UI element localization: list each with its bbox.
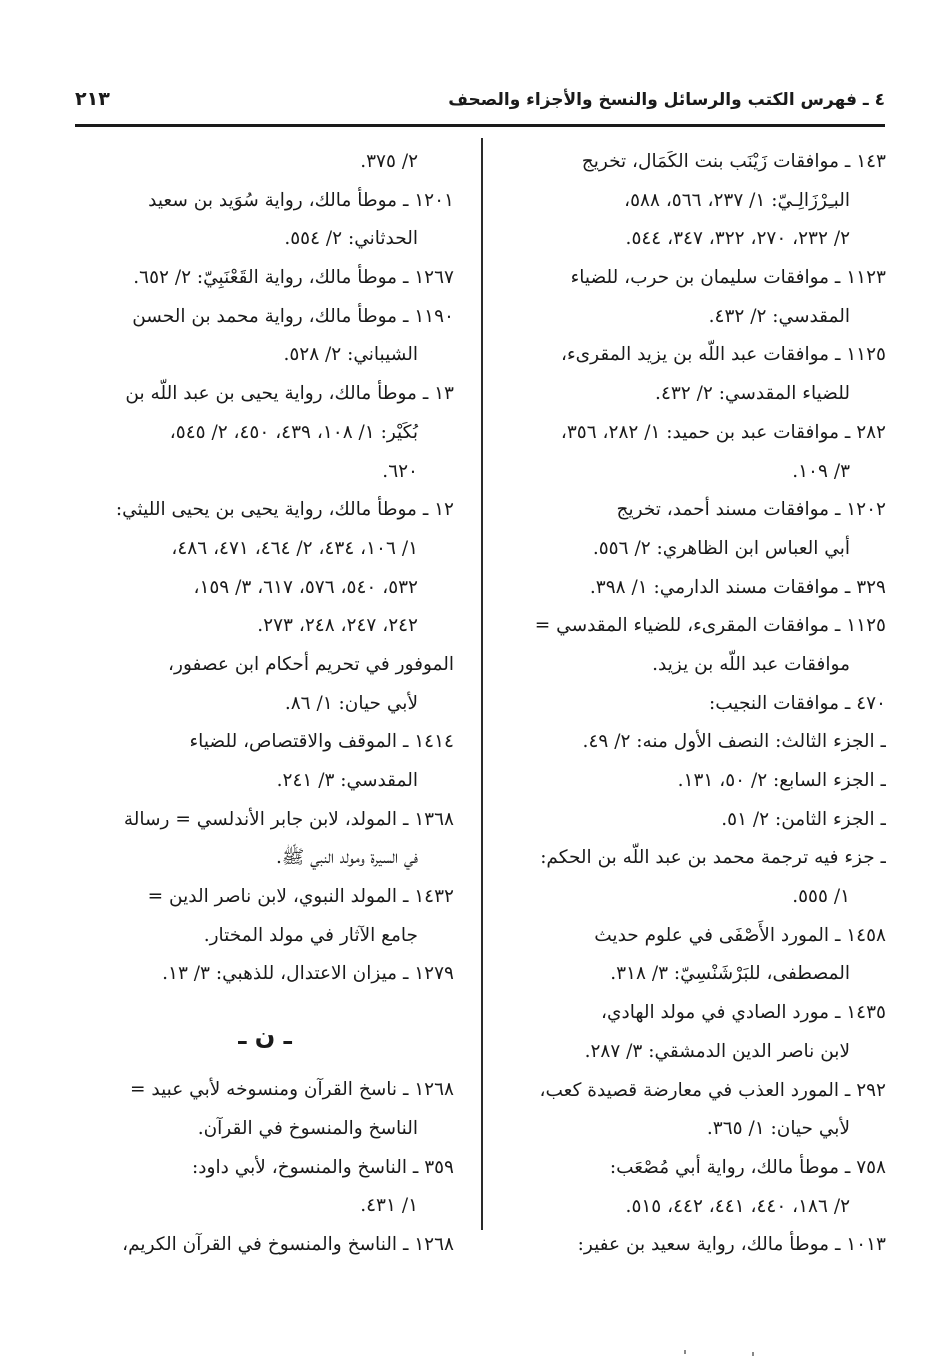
index-entry-line: ٢/ ١٨٦، ٤٤٠، ٤٤١، ٤٤٢، ٥١٥. — [625, 1195, 850, 1217]
index-entry-line: لابن ناصر الدين الدمشقي: ٣/ ٢٨٧. — [584, 1040, 850, 1062]
index-entry-line: المقدسي: ٢/ ٤٣٢. — [708, 305, 850, 327]
index-entry-line: موافقات عبد اللّه بن يزيد. — [652, 653, 850, 675]
index-entry-line: ١١٢٥ ـ موافقات المقرىء، للضياء المقدسي = — [534, 615, 886, 637]
scan-speck — [684, 1350, 686, 1354]
index-entry-line: ١٢ ـ موطأ مالك، رواية يحيى بن يحيى الليثي: — [115, 499, 454, 521]
index-entry-line: ٣/ ١٠٩. — [792, 460, 850, 482]
index-entry-line: ١/ ١٠٦، ٤٣٤، ٢/ ٤٦٤، ٤٧١، ٤٨٦، — [171, 537, 418, 559]
section-letter-heading: ـ ن ـ — [238, 1022, 292, 1051]
running-header-title: ٤ ـ فهرس الكتب والرسائل والنسخ والأجزاء والصحف — [448, 90, 885, 110]
page-number: ٢١٣ — [75, 88, 110, 110]
index-entry-line: ١٠١٣ ـ موطأ مالك، رواية سعيد بن عفير: — [577, 1234, 886, 1256]
index-entry-line: الشيباني: ٢/ ٥٢٨. — [283, 344, 418, 366]
scan-speck — [752, 1352, 754, 1356]
index-entry-line: ٣٥٩ ـ الناسخ والمنسوخ، لأبي داود: — [192, 1156, 454, 1178]
index-entry-line: ٤٧٠ ـ موافقات النجيب: — [708, 692, 886, 714]
index-entry-line: ١٢٧٩ ـ ميزان الاعتدال، للذهبي: ٣/ ١٣. — [162, 963, 454, 985]
index-entry-line: البـِرْزَالِـيّ: ١/ ٢٣٧، ٥٦٦، ٥٨٨، — [624, 189, 850, 211]
index-entry-line: ٦٢٠. — [382, 460, 418, 482]
index-entry-line: ١/ ٤٣١. — [360, 1195, 418, 1217]
index-entry-line: ١٣ ـ موطأ مالك، رواية يحيى بن عبد اللّه بن — [125, 383, 454, 405]
index-entry-line: لأبي حيان: ١/ ٨٦. — [284, 692, 418, 714]
index-entry-line: ١١٢٥ ـ موافقات عبد اللّه بن يزيد المقرىء، — [561, 344, 886, 366]
index-entry-line: بُكَيْر: ١/ ١٠٨، ٤٣٩، ٤٥٠، ٢/ ٥٤٥، — [169, 421, 418, 443]
index-entry-line: ١/ ٥٥٥. — [792, 886, 850, 908]
index-entry-line: ١٤٥٨ ـ المورد الأَصْفَى في علوم حديث — [594, 924, 886, 946]
index-entry-line: ـ الجزء السابع: ٢/ ٥٠، ١٣١. — [677, 770, 886, 791]
index-entry-line: ١٢٦٨ ـ الناسخ والمنسوخ في القرآن الكريم، — [122, 1233, 454, 1255]
index-entry-line: ١١٢٣ ـ موافقات سليمان بن حرب، للضياء — [570, 267, 886, 289]
index-entry-line: ١٢٦٧ ـ موطأ مالك، رواية القَعْنَبِيّ: ٢/ ٦٥٢. — [133, 267, 454, 289]
index-entry-line: أبي العباس ابن الظاهري: ٢/ ٥٥٦. — [592, 537, 850, 559]
index-entry-line: المصطفى، للبَرْشَنْسِيّ: ٣/ ٣١٨. — [610, 963, 850, 985]
index-entry-line: المقدسي: ٣/ ٢٤١. — [276, 770, 418, 791]
index-entry-line: ـ الجزء الثالث: النصف الأول منه: ٢/ ٤٩. — [582, 731, 886, 753]
index-entry-line: ـ جزء فيه ترجمة محمد بن عبد اللّه بن الحكم: — [540, 847, 886, 869]
index-entry-line: ٧٥٨ ـ موطأ مالك، رواية أبي مُصْعَب: — [609, 1156, 886, 1178]
index-entry-line: ١٤٣٢ ـ المولد النبوي، لابن ناصر الدين = — [147, 886, 454, 908]
index-entry-line: ٣٢٩ ـ موافقات مسند الدارمي: ١/ ٣٩٨. — [589, 576, 886, 598]
index-entry-line: ٢٩٢ ـ المورد العذب في معارضة قصيدة كعب، — [539, 1079, 886, 1101]
index-entry-line: الحدثاني: ٢/ ٥٥٤. — [284, 228, 418, 250]
index-entry-line: ١٤٣ ـ موافقات زَيْنَب بنت الكَمَال، تخريج — [581, 151, 886, 172]
page-header — [75, 84, 885, 118]
index-entry-line: لأبي حيان: ١/ ٣٦٥. — [706, 1118, 850, 1140]
index-entry-line: ٢٤٢، ٢٤٧، ٢٤٨، ٢٧٣. — [257, 615, 418, 637]
index-entry-line: الموفور في تحريم أحكام ابن عصفور، — [168, 653, 454, 675]
index-entry-line: للضياء المقدسي: ٢/ ٤٣٢. — [655, 383, 850, 405]
index-entry-line: جامع الآثار في مولد المختار. — [203, 924, 418, 946]
index-entry-line: ٢/ ٣٧٥. — [360, 151, 418, 172]
index-entry-line: ٢/ ٢٣٢، ٢٧٠، ٣٢٢، ٣٤٧، ٥٤٤. — [625, 228, 850, 250]
column-divider — [481, 138, 483, 1230]
index-entry-line: ١١٩٠ ـ موطأ مالك، رواية محمد بن الحسن — [132, 305, 454, 327]
index-entry-line: في السيرة ومولد النبي ﷺ. — [275, 847, 418, 869]
index-entry-line: ١٢٦٨ ـ ناسخ القرآن ومنسوخه لأبي عبيد = — [129, 1079, 454, 1101]
index-entry-line: ٢٨٢ ـ موافقات عبد بن حميد: ١/ ٢٨٢، ٣٥٦، — [560, 421, 886, 443]
index-entry-line: ١٤٣٥ ـ مورد الصادي في مولد الهادي، — [601, 1002, 886, 1024]
index-entry-line: ـ الجزء الثامن: ٢/ ٥١. — [721, 808, 886, 830]
index-entry-line: ١٣٦٨ ـ المولد، لابن جابر الأندلسي = رسالة — [123, 808, 454, 830]
index-entry-line: ٥٣٢، ٥٤٠، ٥٧٦، ٦١٧، ٣/ ١٥٩، — [193, 576, 418, 598]
index-entry-line: الناسخ والمنسوخ في القرآن. — [197, 1117, 418, 1139]
left-column — [76, 143, 454, 1265]
index-entry-line: ١٢٠٢ ـ موافقات مسند أحمد، تخريج — [616, 499, 886, 521]
header-rule — [75, 124, 885, 127]
index-entry-line: ١٢٠١ ـ موطأ مالك، رواية سُوَيد بن سعيد — [148, 189, 454, 211]
right-column — [508, 143, 886, 1265]
index-entry-line: ١٤١٤ ـ الموقف والاقتصاص، للضياء — [189, 731, 454, 753]
